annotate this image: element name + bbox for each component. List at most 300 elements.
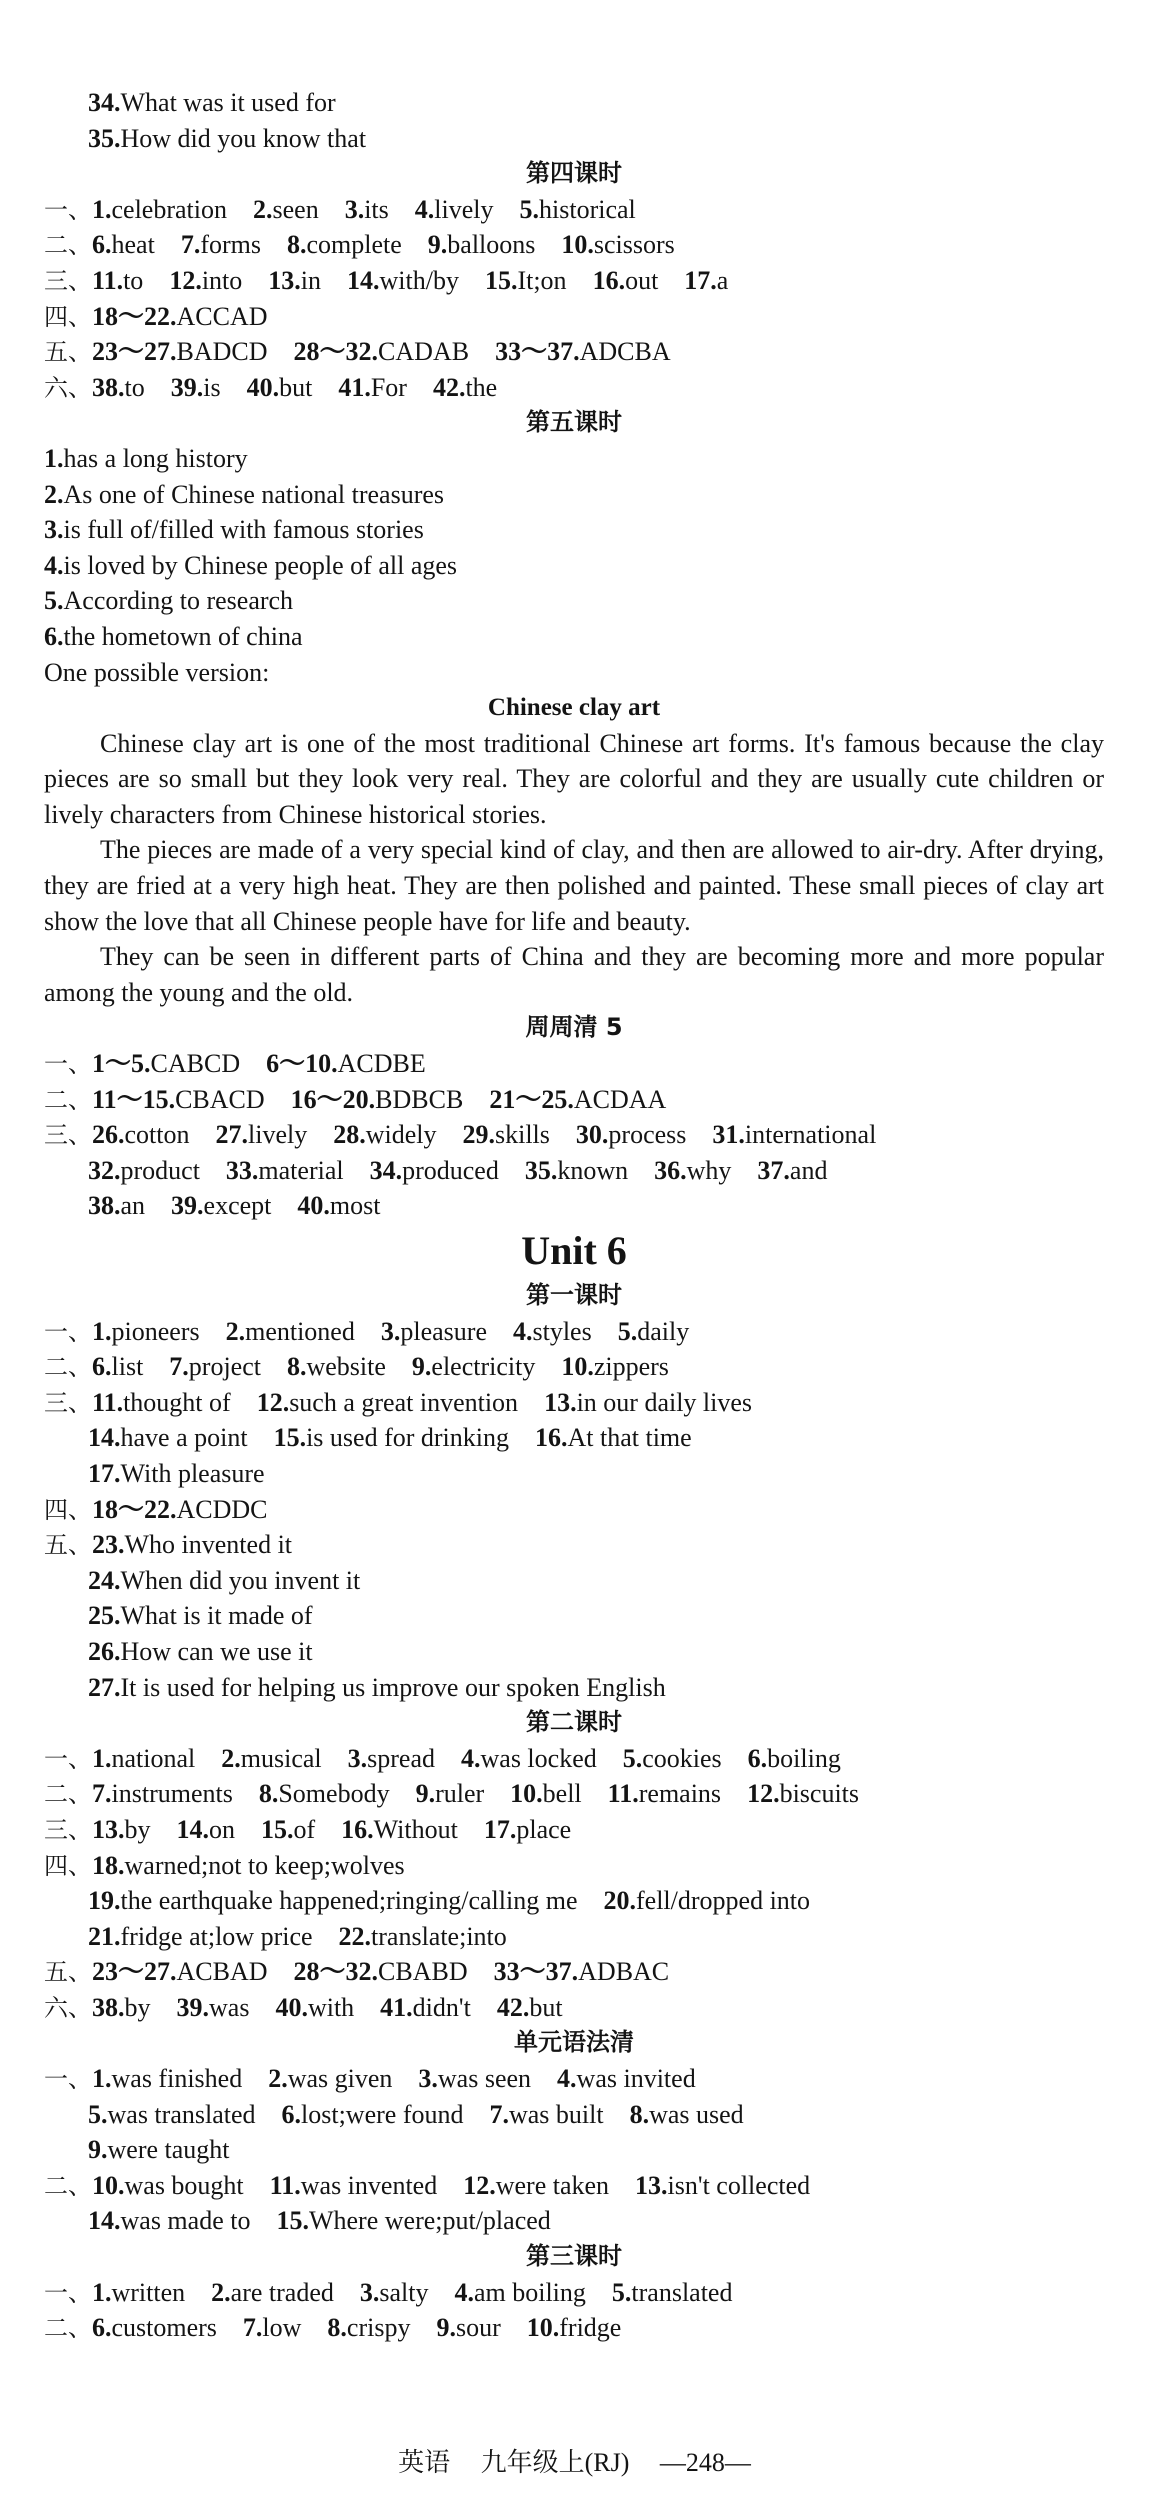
answer-item [88, 1673, 666, 1702]
answer-item [412, 1352, 535, 1381]
answer-item [268, 266, 321, 295]
answer-text: was made to [120, 2206, 251, 2236]
question-number: 2. [225, 1316, 246, 1346]
question-number: 6. [44, 621, 64, 651]
answer-line [44, 227, 1104, 263]
answer-text: were taken [495, 2170, 610, 2200]
answer-text: As one of Chinese national treasures [63, 479, 445, 509]
answer-item [88, 1637, 313, 1666]
question-number: 7. [92, 1779, 112, 1809]
answer-item [654, 1156, 731, 1185]
answer-item [88, 1191, 145, 1220]
answer-item [88, 88, 336, 117]
answer-item [494, 1957, 670, 1986]
question-number: 5. [617, 1316, 638, 1346]
answer-line [44, 1314, 1104, 1350]
question-number: 11. [607, 1779, 639, 1809]
answer-text: musical [240, 1743, 322, 1773]
answer-line [44, 1990, 1104, 2026]
question-number: 11. [92, 1387, 124, 1417]
answer-text: warned;not to keep;wolves [124, 1850, 405, 1880]
answer-text: with [307, 1992, 355, 2022]
answer-text: why [686, 1155, 732, 1185]
answer-text: fridge [559, 2313, 622, 2343]
answer-item [268, 2064, 392, 2093]
answer-text: lost;were found [301, 2099, 464, 2129]
answer-text: was invented [300, 2170, 438, 2200]
answer-item [339, 1922, 507, 1951]
answer-text: sour [455, 2313, 501, 2343]
question-group-label: 二、 [44, 1353, 92, 1382]
answer-text: According to research [63, 586, 294, 616]
answer-text: Where were;put/placed [308, 2206, 551, 2236]
answer-item [338, 373, 407, 402]
answer-line [44, 1456, 1104, 1492]
answer-text: place [516, 1814, 572, 1844]
answer-text: fridge at;low price [120, 1921, 313, 1951]
answer-item [623, 1744, 722, 1773]
answer-text: CBABD [378, 1957, 468, 1987]
answer-text: ruler [435, 1779, 485, 1809]
answer-text: pioneers [111, 1316, 200, 1346]
answer-line [44, 1741, 1104, 1777]
answer-item [92, 302, 268, 331]
answer-item [527, 2313, 622, 2342]
answer-item [92, 373, 145, 402]
answer-item [177, 1815, 236, 1844]
answer-item [341, 1815, 458, 1844]
question-number: 9. [411, 1352, 432, 1382]
answer-item [561, 230, 674, 259]
answer-text: remains [638, 1779, 722, 1809]
answer-line [44, 263, 1104, 299]
answer-item [608, 1779, 721, 1808]
answer-item [44, 586, 293, 615]
question-number: 7. [180, 230, 201, 260]
answer-line [44, 1349, 1104, 1385]
answer-line [44, 583, 1104, 619]
answer-text: mentioned [245, 1316, 355, 1346]
question-group-label: 一、 [44, 195, 92, 224]
answer-item [88, 1566, 360, 1595]
answer-text: the earthquake happened;ringing/calling me [120, 1886, 578, 1916]
answer-text: Who invented it [124, 1530, 293, 1560]
answer-item [88, 1886, 578, 1915]
answer-text: ADBAC [578, 1957, 670, 1987]
answer-item [748, 1744, 841, 1773]
answer-item [297, 1191, 380, 1220]
answer-text: low [262, 2313, 302, 2343]
answer-text: by [124, 1814, 151, 1844]
answer-item [576, 1120, 686, 1149]
question-number: 12. [463, 2170, 496, 2200]
answer-text: heat [111, 230, 155, 260]
answer-text: electricity [431, 1352, 536, 1382]
answer-line [44, 1082, 1104, 1118]
answer-item [92, 2278, 185, 2307]
answer-item [454, 2278, 585, 2307]
question-number: 25. [88, 1601, 121, 1631]
question-group-label: 四、 [44, 1495, 92, 1524]
question-number: 8. [327, 2313, 347, 2343]
answer-item [259, 1779, 390, 1808]
answer-text: was translated [107, 2099, 256, 2129]
answer-item [171, 373, 221, 402]
question-number: 21. [88, 1921, 121, 1951]
answer-item [171, 1191, 271, 1220]
answer-text: national [111, 1743, 196, 1773]
question-number: 2. [221, 1743, 241, 1773]
answer-text: is loved by Chinese people of all ages [63, 550, 458, 580]
question-group-label: 四、 [44, 1851, 92, 1880]
answer-text: customers [111, 2313, 217, 2343]
answer-item [216, 1120, 308, 1149]
answer-text: on [209, 1814, 235, 1844]
question-group-label: 三、 [44, 1815, 92, 1844]
answer-text: cookies [642, 1743, 722, 1773]
answer-text: fell/dropped into [636, 1886, 811, 1916]
question-number: 20. [603, 1886, 636, 1916]
answer-text: complete [306, 230, 402, 260]
question-number: 4. [454, 2277, 474, 2307]
answer-line [44, 2310, 1104, 2346]
answer-item [282, 2100, 464, 2129]
answer-item [747, 1779, 859, 1808]
answer-text: to [124, 372, 145, 402]
question-number: 42. [432, 372, 466, 402]
answer-text: lively [248, 1120, 308, 1150]
question-number: 23. [92, 1530, 125, 1560]
question-number: 35. [88, 123, 121, 153]
answer-item [88, 2135, 230, 2164]
question-number: 16. [592, 265, 626, 295]
question-number: 8. [286, 230, 307, 260]
essay-paragraph: They can be seen in different parts of China and they are becoming more and more popular among the young and the old. [44, 942, 1104, 1007]
question-number: 2. [268, 2064, 288, 2094]
answer-line [44, 1634, 1104, 1670]
answer-line [44, 1188, 1104, 1224]
answer-item [226, 1317, 355, 1346]
answer-text: except [203, 1191, 272, 1221]
answer-item [433, 373, 497, 402]
answer-text: a [716, 265, 729, 295]
answer-line [44, 1919, 1104, 1955]
answer-item [294, 1957, 468, 1986]
answer-text: thought of [123, 1387, 231, 1417]
answer-text: spread [367, 1743, 435, 1773]
question-number: 9. [427, 230, 448, 260]
answer-text: ACDDC [176, 1494, 268, 1524]
answer-item [92, 1993, 151, 2022]
question-number: 22. [338, 1921, 372, 1951]
question-number: 39. [171, 1191, 204, 1221]
answer-item [92, 1085, 265, 1114]
answer-text: written [111, 2277, 186, 2307]
answer-text: was given [287, 2064, 393, 2094]
answer-text: didn't [412, 1992, 471, 2022]
answer-text: How did you know that [120, 123, 367, 153]
question-number: 3. [44, 515, 64, 545]
answer-text: the [465, 372, 498, 402]
question-number: 23～27. [92, 337, 177, 367]
answer-item [88, 1423, 248, 1452]
answer-text: but [279, 372, 313, 402]
question-number: 5. [611, 2277, 632, 2307]
question-number: 40. [275, 1992, 308, 2022]
unit-title: Unit 6 [521, 1228, 627, 1273]
answer-line [44, 1046, 1104, 1082]
question-number: 3. [418, 2064, 438, 2094]
answer-item [92, 266, 143, 295]
question-number: 37. [757, 1155, 790, 1185]
answer-text: to [123, 265, 144, 295]
answer-text: and [789, 1155, 828, 1185]
answer-text: the hometown of china [63, 621, 303, 651]
answer-line [44, 192, 1104, 228]
question-number: 14. [88, 1423, 121, 1453]
question-group-label: 一、 [44, 1744, 92, 1773]
answer-text: was invited [576, 2064, 696, 2094]
question-number: 4. [461, 1743, 481, 1773]
answer-item [712, 1120, 876, 1149]
answer-text: into [201, 265, 243, 295]
question-number: 40. [297, 1191, 330, 1221]
answer-text: an [120, 1191, 146, 1221]
answer-text: was used [649, 2099, 744, 2129]
question-group-label: 一、 [44, 2278, 92, 2307]
question-number: 41. [380, 1992, 413, 2022]
question-number: 33. [225, 1155, 259, 1185]
answer-text: is [203, 372, 221, 402]
question-number: 8. [629, 2099, 650, 2129]
answer-text: out [625, 265, 659, 295]
section-heading: 周周清 5 [525, 1013, 623, 1042]
question-number: 1. [92, 194, 112, 224]
question-number: 4. [512, 1316, 533, 1346]
question-number: 5. [88, 2099, 108, 2129]
answer-item [604, 1886, 811, 1915]
answer-item [520, 195, 636, 224]
question-number: 17. [88, 1458, 121, 1488]
question-number: 11. [92, 265, 124, 295]
answer-text: in our daily lives [576, 1387, 753, 1417]
answer-item [92, 1530, 292, 1559]
answer-text: How can we use it [120, 1636, 313, 1666]
question-number: 15. [273, 1423, 307, 1453]
answer-item [88, 2206, 250, 2235]
essay-paragraph: Chinese clay art is one of the most traditional Chinese art forms. It's famous because the clay pieces are so small but they look very real. They are colorful and they are usually cute children or lively characters from Chinese historical stories. [44, 728, 1104, 829]
question-number: 3. [344, 194, 365, 224]
question-number: 6. [92, 1352, 112, 1382]
section-heading: 单元语法清 [514, 2028, 634, 2057]
answer-text: material [258, 1155, 344, 1185]
answer-item [92, 1779, 233, 1808]
question-group-label: 三、 [44, 1121, 92, 1150]
answer-item [211, 2278, 334, 2307]
question-number: 9. [436, 2313, 456, 2343]
answer-line [44, 477, 1104, 513]
answer-text: crispy [346, 2313, 411, 2343]
answer-item [381, 1317, 487, 1346]
answer-text: by [124, 1992, 151, 2022]
answer-item [169, 1352, 261, 1381]
answer-item [525, 1156, 628, 1185]
question-number: 3. [359, 2277, 380, 2307]
answer-item [291, 1085, 464, 1114]
answer-item [294, 337, 470, 366]
question-number: 13. [268, 265, 301, 295]
answer-text: was built [508, 2099, 604, 2129]
answer-text: was seen [437, 2064, 532, 2094]
answer-text: daily [637, 1316, 690, 1346]
answer-item [44, 444, 248, 473]
question-group-label: 一、 [44, 1317, 92, 1346]
answer-item [253, 195, 319, 224]
question-number: 10. [510, 1779, 543, 1809]
question-number: 15. [261, 1814, 294, 1844]
answer-text: celebration [111, 194, 227, 224]
answer-item [630, 2100, 744, 2129]
answer-item [92, 2064, 242, 2093]
answer-item [510, 1779, 582, 1808]
answer-item [513, 1317, 592, 1346]
answer-item [92, 230, 155, 259]
answer-text: BADCD [176, 337, 268, 367]
question-number: 18～22. [92, 301, 177, 331]
question-number: 13. [635, 2170, 668, 2200]
answer-line [44, 1598, 1104, 1634]
question-number: 11. [269, 2170, 301, 2200]
question-number: 9. [415, 1779, 436, 1809]
answer-text: ADCBA [579, 337, 671, 367]
question-number: 10. [561, 1352, 594, 1382]
answer-item [415, 195, 494, 224]
answer-text: website [306, 1352, 386, 1382]
question-number: 12. [169, 265, 202, 295]
answer-item [243, 2313, 302, 2342]
question-number: 17. [684, 265, 717, 295]
question-number: 1. [92, 2277, 112, 2307]
answer-text: zippers [593, 1352, 669, 1382]
answer-text: such a great invention [289, 1387, 519, 1417]
question-group-label: 五、 [44, 1531, 92, 1560]
answer-line [44, 2203, 1104, 2239]
answer-line [44, 2275, 1104, 2311]
answer-item [348, 1744, 435, 1773]
answer-text: ACDBE [337, 1049, 426, 1079]
answer-item [88, 2100, 256, 2129]
question-group-label: 四、 [44, 302, 92, 331]
question-number: 10. [561, 230, 594, 260]
answer-item [266, 1049, 426, 1078]
answer-line [44, 2168, 1104, 2204]
answer-item [92, 2313, 217, 2342]
question-number: 13. [92, 1814, 125, 1844]
answer-text: produced [402, 1155, 499, 1185]
answer-item [495, 337, 671, 366]
answer-text: biscuits [779, 1779, 860, 1809]
question-number: 34. [369, 1155, 403, 1185]
answer-text: boiling [767, 1743, 841, 1773]
answer-item [44, 622, 303, 651]
answer-text: was finished [111, 2064, 243, 2094]
question-number: 1～5. [92, 1049, 151, 1079]
answer-item [92, 195, 227, 224]
answer-text: lively [434, 194, 494, 224]
answer-line [44, 2061, 1104, 2097]
answer-item [275, 1993, 354, 2022]
answer-text: historical [539, 194, 636, 224]
answer-text: Without [373, 1814, 458, 1844]
answer-item [416, 1779, 485, 1808]
answer-text: but [529, 1992, 563, 2022]
answer-text: product [120, 1155, 200, 1185]
answer-item [92, 1851, 405, 1880]
answer-item [92, 1352, 143, 1381]
question-number: 12. [747, 1779, 780, 1809]
answer-text: in [300, 265, 321, 295]
question-number: 12. [256, 1387, 290, 1417]
answer-item [463, 2171, 609, 2200]
question-number: 4. [44, 550, 64, 580]
question-number: 11～15. [92, 1084, 176, 1114]
answer-line [44, 1492, 1104, 1528]
answer-item [327, 2313, 410, 2342]
answer-line [44, 441, 1104, 477]
answer-line [44, 1812, 1104, 1848]
question-group-label: 二、 [44, 2314, 92, 2343]
question-number: 24. [88, 1565, 121, 1595]
question-number: 14. [347, 265, 380, 295]
answer-item [485, 266, 567, 295]
question-group-label: 三、 [44, 266, 92, 295]
question-number: 18～22. [92, 1494, 177, 1524]
question-group-label: 二、 [44, 2171, 92, 2200]
question-number: 6. [92, 230, 112, 260]
answer-text: cotton [124, 1120, 190, 1150]
answer-text: skills [494, 1120, 550, 1150]
answer-text: balloons [447, 230, 536, 260]
answer-item [484, 1815, 571, 1844]
answer-text: translated [631, 2277, 733, 2307]
question-number: 28. [333, 1120, 366, 1150]
question-number: 38. [88, 1191, 121, 1221]
question-number: 5. [519, 194, 539, 224]
answer-text: For [370, 372, 407, 402]
answer-text: its [364, 194, 389, 224]
answer-item [544, 1388, 752, 1417]
answer-item [169, 266, 242, 295]
question-number: 39. [170, 372, 204, 402]
answer-item [92, 1317, 200, 1346]
answer-text: CBACD [175, 1084, 265, 1114]
page-footer [0, 2442, 1149, 2479]
answer-item [92, 1957, 268, 1986]
question-number: 2. [211, 2277, 231, 2307]
question-number: 6. [281, 2099, 302, 2129]
answer-line [44, 85, 1104, 121]
answer-item [757, 1156, 827, 1185]
question-number: 19. [88, 1886, 121, 1916]
question-number: 6～10. [266, 1049, 338, 1079]
question-number: 26. [92, 1120, 125, 1150]
answer-item [44, 515, 424, 544]
answer-text: of [293, 1814, 316, 1844]
answer-text: salty [379, 2277, 429, 2307]
answer-text: It is used for helping us improve our spoken English [120, 1672, 666, 1702]
answer-item [92, 1815, 151, 1844]
answer-item [92, 1120, 190, 1149]
